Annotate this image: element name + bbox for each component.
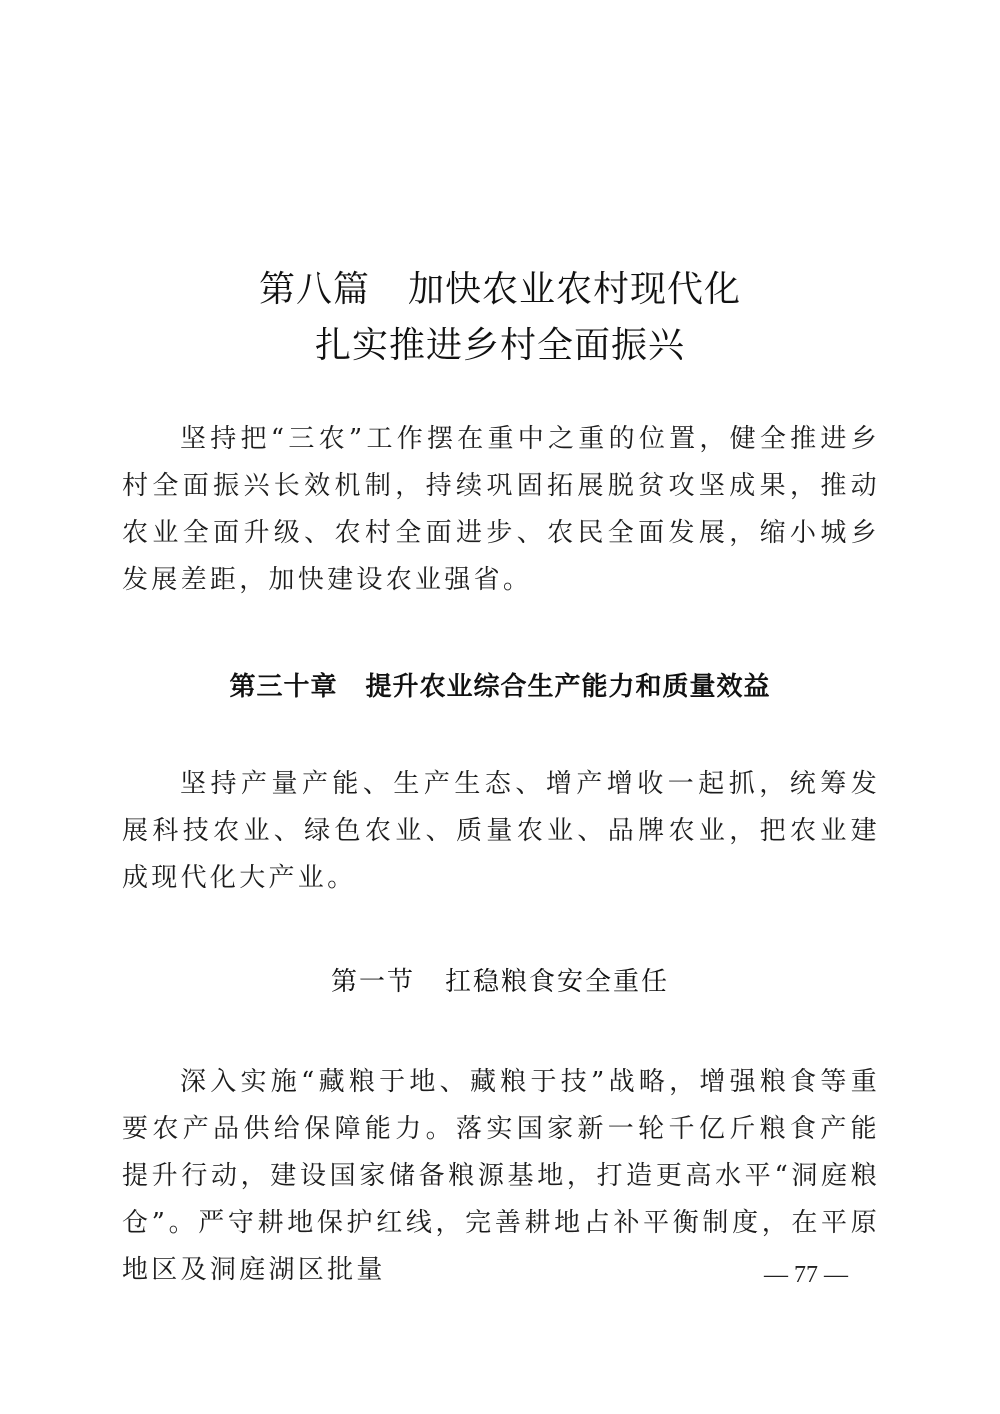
- part-title-text-1: 加快农业农村现代化: [408, 269, 742, 310]
- part-title-line1: [0, 262, 1000, 318]
- part-label: 第八篇: [258, 269, 370, 310]
- section-title: 扛稳粮食安全重任: [445, 967, 670, 997]
- intro-paragraph: 坚持把“三农”工作摆在重中之重的位置，健全推进乡村全面振兴长效机制，持续巩固拓展脱贫攻坚成果，推动农业全面升级、农村全面进步、农民全面发展，缩小城乡发展差距，加快建设农业强省。: [122, 424, 880, 595]
- section-heading: [0, 960, 1000, 1004]
- chapter-label: 第三十章: [229, 672, 338, 702]
- chapter-title: 提升农业综合生产能力和质量效益: [365, 672, 771, 702]
- page-number: — 77 —: [764, 1262, 848, 1288]
- section-paragraph: 深入实施“藏粮于地、藏粮于技”战略，增强粮食等重要农产品供给保障能力。落实国家新一轮千亿斤粮食产能提升行动，建设国家储备粮源基地，打造更高水平“洞庭粮仓”。严守耕地保护红线，完善耕地占补平衡制度，在平原地区及洞庭湖区批量: [122, 1067, 880, 1285]
- chapter-heading: [0, 665, 1000, 709]
- section-label: 第一节: [330, 967, 415, 997]
- part-title-line2: 扎实推进乡村全面振兴: [314, 325, 685, 366]
- chapter-paragraph: 坚持产量产能、生产生态、增产增收一起抓，统筹发展科技农业、绿色农业、质量农业、品牌农业，把农业建成现代化大产业。: [122, 769, 880, 893]
